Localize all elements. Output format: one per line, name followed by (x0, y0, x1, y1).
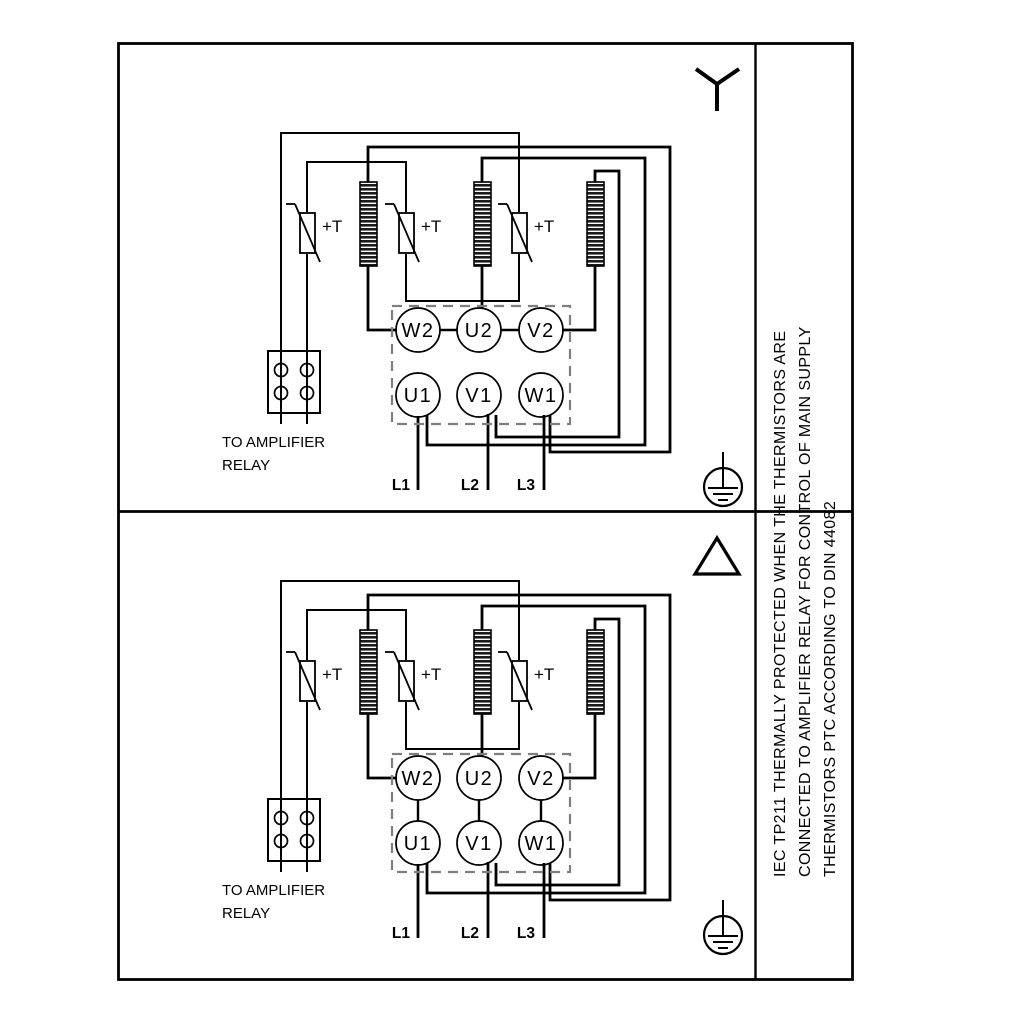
star-panel-assembly (222, 133, 742, 506)
star-icon (696, 69, 739, 111)
star-arm (717, 69, 739, 84)
delta-panel-assembly (222, 581, 742, 954)
star-arm (696, 69, 717, 84)
panel-star-connection (222, 69, 742, 506)
side-note-line1: IEC TP211 THERMALLY PROTECTED WHEN THE THERMISTORS ARE (772, 330, 789, 877)
side-note (772, 326, 839, 877)
panel-delta-connection (222, 538, 742, 954)
delta-icon (695, 538, 739, 574)
delta-bridge-links (418, 800, 541, 821)
side-note-line2: CONNECTED TO AMPLIFIER RELAY FOR CONTROL OF MAIN SUPPLY (797, 326, 814, 877)
side-note-line3: THERMISTORS PTC ACCORDING TO DIN 44082 (822, 500, 839, 877)
